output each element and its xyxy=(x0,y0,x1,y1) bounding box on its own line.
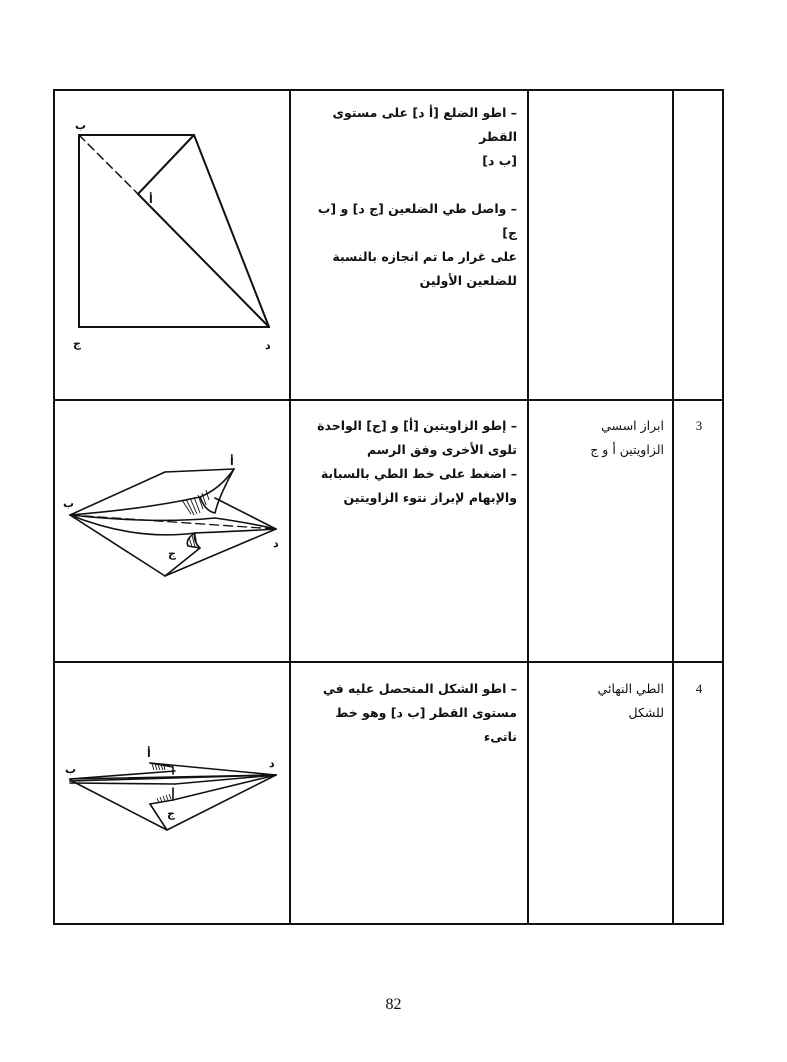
task-line: للشكل xyxy=(628,705,664,720)
instruction-line: – واصل طي الضلعين [ج د] و [ب ج] xyxy=(317,201,517,240)
instruction-line: تلوى الأخرى وفق الرسم xyxy=(366,442,517,457)
task-line: ابراز اسسي xyxy=(601,418,664,433)
label-alif: أ xyxy=(230,455,234,468)
task-cell xyxy=(529,91,674,399)
origami-steps-table xyxy=(53,89,724,925)
task-cell xyxy=(529,401,674,661)
diagram-cell xyxy=(55,663,291,925)
instruction-text xyxy=(299,101,517,293)
instruction-cell xyxy=(291,91,529,399)
instruction-line: [ب د] xyxy=(482,153,517,168)
table-row-step-2-continued xyxy=(55,91,722,401)
label-alif: أ xyxy=(149,193,153,206)
instruction-cell xyxy=(291,401,529,661)
label-dal: د xyxy=(265,339,271,352)
label-jim: ج xyxy=(168,547,176,560)
label-jim: ج xyxy=(73,337,81,350)
label-alif: أ xyxy=(147,747,151,760)
page-number: 82 xyxy=(385,996,402,1013)
label-dal: د xyxy=(269,757,275,770)
instruction-line: على غرار ما تم انجازه بالنسبة xyxy=(332,249,517,264)
label-ba: ب xyxy=(63,497,75,510)
label-ba: ب xyxy=(75,119,87,132)
instruction-line: والإبهام لإبراز نتوء الزاويتين xyxy=(343,490,517,505)
label-dal: د xyxy=(273,537,279,550)
task-text xyxy=(535,414,664,462)
task-line: الزاويتين أ و ج xyxy=(590,442,664,457)
step-number-cell xyxy=(674,401,724,661)
fold-diagram-final xyxy=(55,663,291,925)
instruction-line: – إطو الزاويتين [أ] و [ج] الواحدة xyxy=(317,418,517,433)
instruction-cell xyxy=(291,663,529,925)
fold-diagram-kite xyxy=(55,91,291,399)
instruction-line: – اطو الشكل المتحصل عليه في xyxy=(322,681,517,696)
instruction-line: للضلعين الأولين xyxy=(419,273,517,288)
instruction-line: مستوى القطر [ب د] وهو خط ناتىء xyxy=(335,705,517,744)
diagram-cell xyxy=(55,91,291,399)
task-line: الطي النهائي xyxy=(597,681,664,696)
table-row-step-3 xyxy=(55,401,722,663)
task-text xyxy=(535,677,664,725)
step-number: 3 xyxy=(695,418,703,433)
step-number-cell xyxy=(674,91,724,399)
instruction-text xyxy=(299,677,517,749)
diagram-cell xyxy=(55,401,291,661)
label-jim: ج xyxy=(167,807,175,820)
instruction-line: – اضغط على خط الطي بالسبابة xyxy=(320,466,517,481)
step-number: 4 xyxy=(695,681,703,696)
table-row-step-4 xyxy=(55,663,722,925)
instruction-line: – اطو الضلع [أ د] على مستوى القطر xyxy=(332,105,517,144)
fold-diagram-corners-raised xyxy=(55,401,291,661)
instruction-text xyxy=(299,414,517,510)
step-number-cell xyxy=(674,663,724,925)
task-cell xyxy=(529,663,674,925)
label-ba: ب xyxy=(65,763,77,776)
